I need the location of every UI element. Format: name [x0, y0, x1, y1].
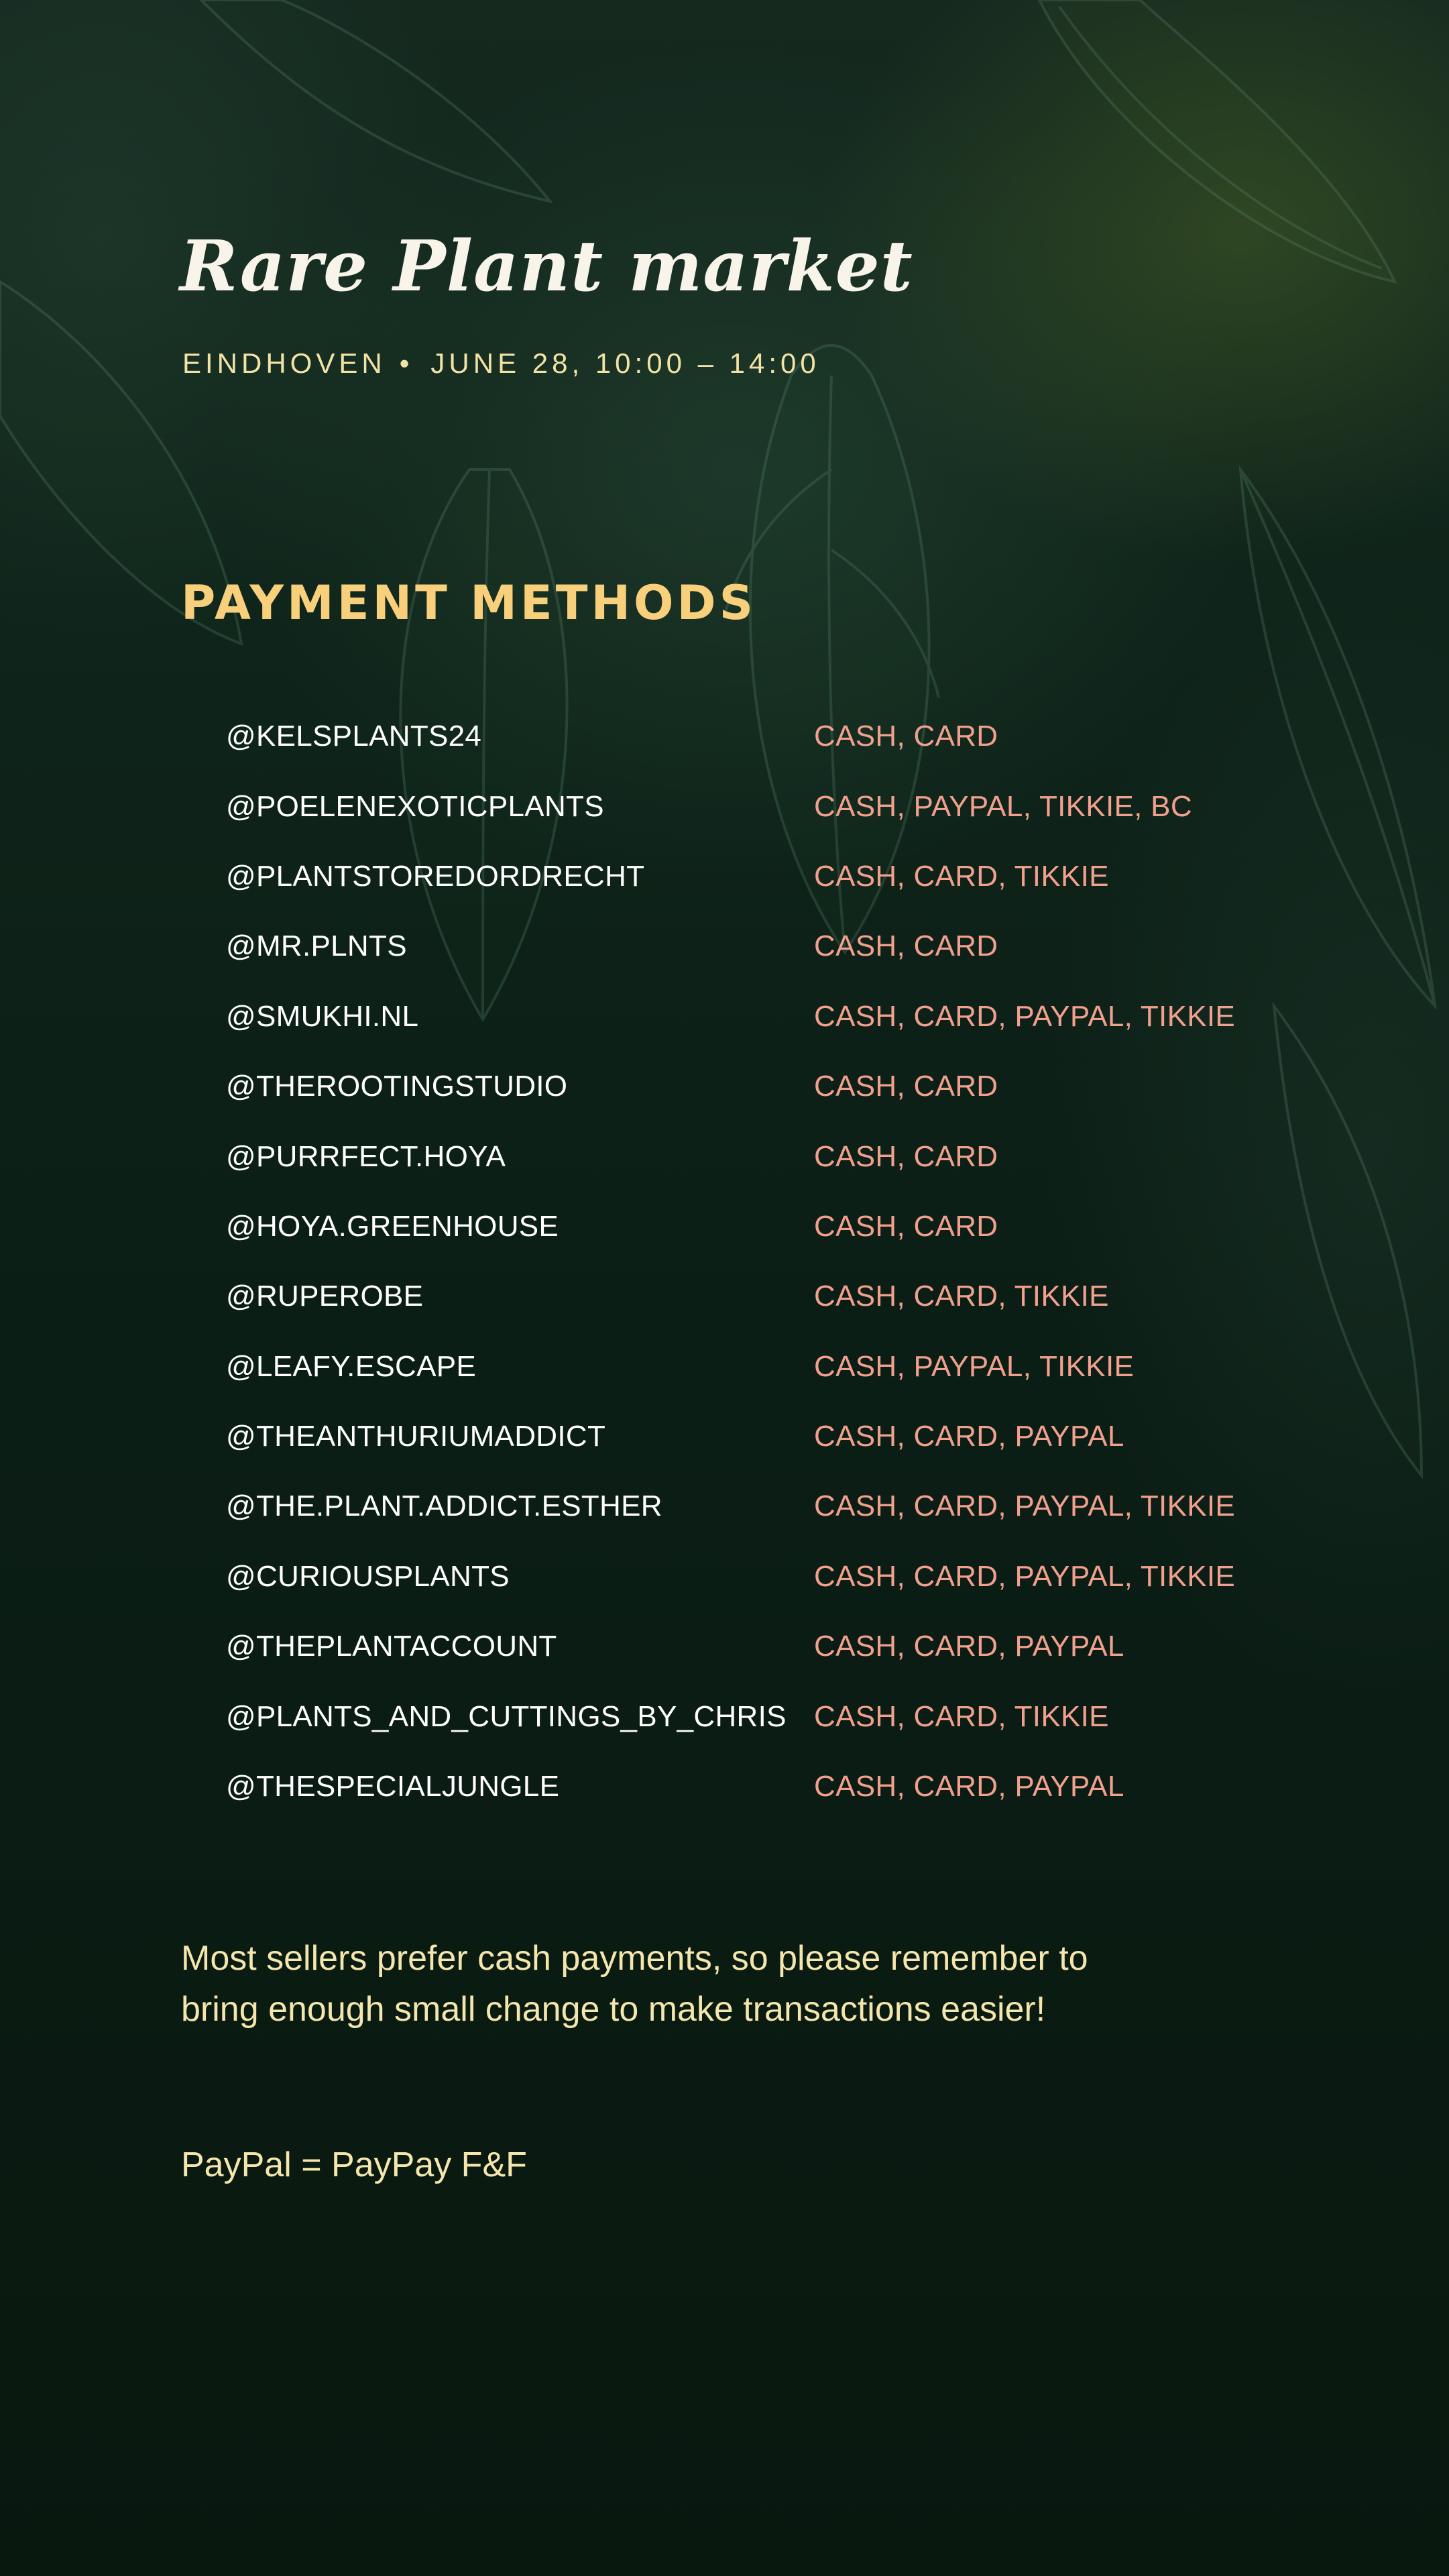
seller-handle: @PLANTS_AND_CUTTINGS_BY_CHRIS [226, 1699, 787, 1733]
event-date-time: JUNE 28, 10:00 – 14:00 [430, 347, 820, 379]
seller-payment-methods: CASH, PAYPAL, TIKKIE, BC [814, 789, 1192, 823]
seller-row [226, 842, 1299, 911]
seller-handle: @PURRFECT.HOYA [226, 1139, 506, 1173]
seller-payment-methods: CASH, CARD, TIKKIE [814, 859, 1109, 893]
seller-row [226, 702, 1299, 771]
seller-payment-methods: CASH, CARD, TIKKIE [814, 1699, 1109, 1733]
seller-handle: @POELENEXOTICPLANTS [226, 789, 604, 823]
seller-payment-methods: CASH, CARD, TIKKIE [814, 1280, 1109, 1313]
seller-payment-methods: CASH, CARD [814, 1070, 998, 1103]
seller-payment-list [226, 702, 1299, 1822]
seller-payment-methods: CASH, CARD [814, 1139, 998, 1173]
seller-handle: @THEROOTINGSTUDIO [226, 1070, 568, 1103]
seller-payment-methods: CASH, CARD, PAYPAL [814, 1770, 1124, 1803]
seller-row [226, 1542, 1299, 1612]
paypal-note: PayPal = PayPay F&F [181, 2145, 527, 2184]
seller-payment-methods: CASH, CARD, PAYPAL, TIKKIE [814, 1490, 1236, 1523]
seller-payment-methods: CASH, CARD [814, 1209, 998, 1243]
seller-row [226, 911, 1299, 981]
seller-handle: @SMUKHI.NL [226, 999, 419, 1033]
seller-handle: @HOYA.GREENHOUSE [226, 1209, 559, 1243]
seller-handle: @THESPECIALJUNGLE [226, 1770, 560, 1803]
seller-handle: @KELSPLANTS24 [226, 720, 482, 753]
seller-handle: @MR.PLNTS [226, 930, 407, 963]
seller-row [226, 1681, 1299, 1751]
seller-payment-methods: CASH, CARD, PAYPAL [814, 1420, 1124, 1453]
cash-advice-note: Most sellers prefer cash payments, so please remember to bring enough small change to make transactions easier! [181, 1939, 1088, 2029]
seller-row [226, 1402, 1299, 1471]
payment-methods-heading: PAYMENT METHODS [181, 575, 757, 630]
seller-payment-methods: CASH, CARD, PAYPAL, TIKKIE [814, 1559, 1236, 1593]
seller-handle: @LEAFY.ESCAPE [226, 1349, 477, 1383]
seller-row [226, 1752, 1299, 1822]
seller-row [226, 982, 1299, 1052]
seller-row [226, 1332, 1299, 1402]
seller-payment-methods: CASH, CARD [814, 930, 998, 963]
event-location: EINDHOVEN [182, 347, 386, 379]
seller-row [226, 1612, 1299, 1681]
seller-row [226, 1052, 1299, 1121]
market-title: Rare Plant market [180, 225, 913, 307]
seller-payment-methods: CASH, CARD, PAYPAL [814, 1630, 1124, 1663]
seller-payment-methods: CASH, CARD, PAYPAL, TIKKIE [814, 999, 1236, 1033]
seller-payment-methods: CASH, CARD [814, 720, 998, 753]
seller-row [226, 1192, 1299, 1262]
bullet-separator: • [399, 347, 414, 379]
seller-handle: @THEANTHURIUMADDICT [226, 1420, 606, 1453]
seller-handle: @THEPLANTACCOUNT [226, 1630, 557, 1663]
seller-handle: @RUPEROBE [226, 1280, 424, 1313]
event-details [182, 347, 820, 380]
seller-handle: @CURIOUSPLANTS [226, 1559, 510, 1593]
seller-row [226, 1471, 1299, 1541]
seller-row [226, 1121, 1299, 1191]
seller-handle: @PLANTSTOREDORDRECHT [226, 859, 645, 893]
seller-row [226, 1262, 1299, 1331]
seller-row [226, 771, 1299, 841]
seller-handle: @THE.PLANT.ADDICT.ESTHER [226, 1490, 662, 1523]
seller-payment-methods: CASH, PAYPAL, TIKKIE [814, 1349, 1135, 1383]
